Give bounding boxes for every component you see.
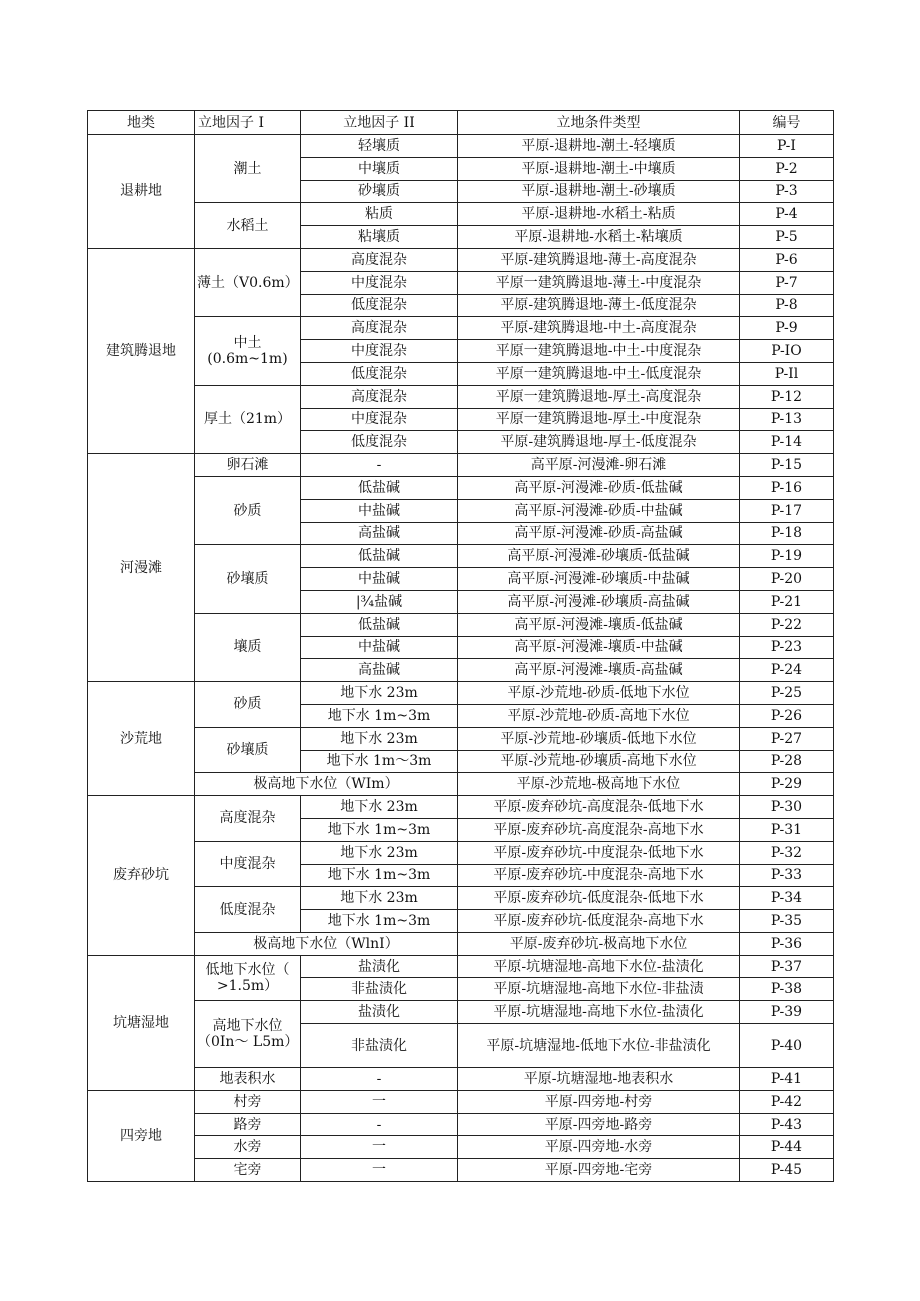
condition-type-cell: 平原-坑塘湿地-高地下水位-盐渍化 bbox=[458, 1001, 740, 1024]
factor-1-cell: 村旁 bbox=[195, 1090, 301, 1113]
code-cell: P-44 bbox=[740, 1136, 834, 1159]
code-cell: P-42 bbox=[740, 1090, 834, 1113]
table-row bbox=[88, 545, 834, 568]
condition-type-cell: 平原-沙荒地-极高地下水位 bbox=[458, 773, 740, 796]
factor-2-cell: 地下水 23m bbox=[301, 841, 458, 864]
factor-1-cell: 砂质 bbox=[195, 682, 301, 728]
code-cell: P-IO bbox=[740, 340, 834, 363]
code-cell: P-24 bbox=[740, 659, 834, 682]
condition-type-cell: 高平原-河漫滩-砂质-高盐碱 bbox=[458, 522, 740, 545]
factor-1-cell: 路旁 bbox=[195, 1113, 301, 1136]
factor-1-cell: 中度混杂 bbox=[195, 841, 301, 887]
condition-type-cell: 高平原-河漫滩-壤质-中盐碱 bbox=[458, 636, 740, 659]
factor-1-cell: 地表积水 bbox=[195, 1068, 301, 1091]
land-type-cell: 退耕地 bbox=[88, 135, 195, 249]
header-land-type: 地类 bbox=[88, 111, 195, 135]
condition-type-cell: 平原-建筑腾退地-薄土-低度混杂 bbox=[458, 294, 740, 317]
factor-2-cell: 砂壤质 bbox=[301, 180, 458, 203]
factor-2-cell: 地下水 23m bbox=[301, 796, 458, 819]
table-row bbox=[88, 1001, 834, 1024]
condition-type-cell: 高平原-河漫滩-砂质-低盐碱 bbox=[458, 476, 740, 499]
table-row bbox=[88, 773, 834, 796]
factor-1-cell: 高度混杂 bbox=[195, 796, 301, 842]
code-cell: P-31 bbox=[740, 818, 834, 841]
condition-type-cell: 平原-沙荒地-砂壤质-高地下水位 bbox=[458, 750, 740, 773]
table-row bbox=[88, 1136, 834, 1159]
code-cell: P-27 bbox=[740, 727, 834, 750]
condition-type-cell: 高平原-河漫滩-砂壤质-低盐碱 bbox=[458, 545, 740, 568]
condition-type-cell: 平原-退耕地-水稻土-粘壤质 bbox=[458, 226, 740, 249]
factor-2-cell: 中度混杂 bbox=[301, 340, 458, 363]
factor-2-cell: 粘质 bbox=[301, 203, 458, 226]
land-type-cell: 四旁地 bbox=[88, 1090, 195, 1181]
code-cell: P-I bbox=[740, 135, 834, 158]
factor-2-cell: 粘壤质 bbox=[301, 226, 458, 249]
factor-1-cell: 水旁 bbox=[195, 1136, 301, 1159]
factor-2-cell: 一 bbox=[301, 1159, 458, 1182]
factor-1-cell: 宅旁 bbox=[195, 1159, 301, 1182]
factor-2-cell: 一 bbox=[301, 1136, 458, 1159]
code-cell: P-35 bbox=[740, 910, 834, 933]
condition-type-cell: 平原-废弃砂坑-高度混杂-高地下水 bbox=[458, 818, 740, 841]
factor-2-cell: 地下水 23m bbox=[301, 682, 458, 705]
factor-1-cell: 壤质 bbox=[195, 613, 301, 681]
code-cell: P-33 bbox=[740, 864, 834, 887]
table-row bbox=[88, 727, 834, 750]
land-type-cell: 建筑腾退地 bbox=[88, 248, 195, 453]
factor-1-cell: 薄土（V0.6m） bbox=[195, 248, 301, 316]
factor-2-cell: 地下水 1m~3m bbox=[301, 864, 458, 887]
condition-type-cell: 平原-四旁地-宅旁 bbox=[458, 1159, 740, 1182]
factor-2-cell: 中盐碱 bbox=[301, 568, 458, 591]
table-row bbox=[88, 841, 834, 864]
header-factor-1: 立地因子 I bbox=[195, 111, 301, 135]
condition-type-cell: 平原-退耕地-水稻土-粘质 bbox=[458, 203, 740, 226]
factor-2-cell: 非盐渍化 bbox=[301, 1024, 458, 1068]
condition-type-cell: 高平原-河漫滩-卵石滩 bbox=[458, 454, 740, 477]
header-factor-2: 立地因子 II bbox=[301, 111, 458, 135]
code-cell: P-36 bbox=[740, 932, 834, 955]
factor-2-cell: 低度混杂 bbox=[301, 362, 458, 385]
condition-type-cell: 平原-建筑腾退地-中土-高度混杂 bbox=[458, 317, 740, 340]
factor-2-cell: 低度混杂 bbox=[301, 294, 458, 317]
factor-2-cell: - bbox=[301, 1113, 458, 1136]
code-cell: P-21 bbox=[740, 590, 834, 613]
condition-type-cell: 平原-废弃砂坑-中度混杂-高地下水 bbox=[458, 864, 740, 887]
code-cell: P-28 bbox=[740, 750, 834, 773]
code-cell: P-38 bbox=[740, 978, 834, 1001]
condition-type-cell: 平原-坑塘湿地-高地下水位-盐渍化 bbox=[458, 955, 740, 978]
code-cell: P-15 bbox=[740, 454, 834, 477]
condition-type-cell: 平原-建筑腾退地-薄土-高度混杂 bbox=[458, 248, 740, 271]
factor-2-cell: 中度混杂 bbox=[301, 271, 458, 294]
table-row bbox=[88, 613, 834, 636]
condition-type-cell: 高平原-河漫滩-壤质-低盐碱 bbox=[458, 613, 740, 636]
code-cell: P-8 bbox=[740, 294, 834, 317]
factor-2-cell: 中壤质 bbox=[301, 157, 458, 180]
factor-1-cell: 低度混杂 bbox=[195, 887, 301, 933]
code-cell: P-45 bbox=[740, 1159, 834, 1182]
factor-2-cell: 高盐碱 bbox=[301, 659, 458, 682]
factor-2-cell: 高盐碱 bbox=[301, 522, 458, 545]
code-cell: P-18 bbox=[740, 522, 834, 545]
code-cell: P-3 bbox=[740, 180, 834, 203]
table-row bbox=[88, 955, 834, 978]
code-cell: P-6 bbox=[740, 248, 834, 271]
code-cell: P-13 bbox=[740, 408, 834, 431]
factor-2-cell: 地下水 1m~3m bbox=[301, 704, 458, 727]
condition-type-cell: 平原-四旁地-水旁 bbox=[458, 1136, 740, 1159]
factor-2-cell: 地下水 1m～3m bbox=[301, 750, 458, 773]
code-cell: P-Il bbox=[740, 362, 834, 385]
factor-1-cell: 高地下水位 （0In～ L5m） bbox=[195, 1001, 301, 1068]
code-cell: P-16 bbox=[740, 476, 834, 499]
condition-type-cell: 平原-废弃砂坑-低度混杂-高地下水 bbox=[458, 910, 740, 933]
factor-2-cell: 低盐碱 bbox=[301, 545, 458, 568]
factor-2-cell: 一 bbox=[301, 1090, 458, 1113]
factor-1-cell: 卵石滩 bbox=[195, 454, 301, 477]
table-row bbox=[88, 682, 834, 705]
factor-1-cell: 极高地下水位（WIm） bbox=[195, 773, 458, 796]
condition-type-cell: 高平原-河漫滩-砂壤质-高盐碱 bbox=[458, 590, 740, 613]
code-cell: P-29 bbox=[740, 773, 834, 796]
condition-type-cell: 平原-沙荒地-砂壤质-低地下水位 bbox=[458, 727, 740, 750]
code-cell: P-40 bbox=[740, 1024, 834, 1068]
code-cell: P-9 bbox=[740, 317, 834, 340]
factor-2-cell: 盐渍化 bbox=[301, 955, 458, 978]
code-cell: P-2 bbox=[740, 157, 834, 180]
table-row bbox=[88, 385, 834, 408]
factor-1-cell: 水稻土 bbox=[195, 203, 301, 249]
factor-2-cell: 中盐碱 bbox=[301, 636, 458, 659]
factor-2-cell: 地下水 23m bbox=[301, 887, 458, 910]
condition-type-cell: 高平原-河漫滩-壤质-高盐碱 bbox=[458, 659, 740, 682]
condition-type-cell: 平原-退耕地-潮土-砂壤质 bbox=[458, 180, 740, 203]
factor-2-cell: |¾盐碱 bbox=[301, 590, 458, 613]
table-row bbox=[88, 454, 834, 477]
factor-2-cell: 高度混杂 bbox=[301, 317, 458, 340]
factor-2-cell: 高度混杂 bbox=[301, 248, 458, 271]
code-cell: P-4 bbox=[740, 203, 834, 226]
condition-type-cell: 平原-沙荒地-砂质-低地下水位 bbox=[458, 682, 740, 705]
table-row bbox=[88, 1068, 834, 1091]
factor-2-cell: 低度混杂 bbox=[301, 431, 458, 454]
code-cell: P-22 bbox=[740, 613, 834, 636]
factor-2-cell: - bbox=[301, 1068, 458, 1091]
factor-2-cell: 低盐碱 bbox=[301, 476, 458, 499]
header-condition-type: 立地条件类型 bbox=[458, 111, 740, 135]
factor-2-cell: 中盐碱 bbox=[301, 499, 458, 522]
code-cell: P-37 bbox=[740, 955, 834, 978]
condition-type-cell: 平原一建筑腾退地-厚土-高度混杂 bbox=[458, 385, 740, 408]
code-cell: P-30 bbox=[740, 796, 834, 819]
code-cell: P-20 bbox=[740, 568, 834, 591]
condition-type-cell: 平原-坑塘湿地-地表积水 bbox=[458, 1068, 740, 1091]
code-cell: P-32 bbox=[740, 841, 834, 864]
table-row bbox=[88, 248, 834, 271]
table-row bbox=[88, 932, 834, 955]
table-row bbox=[88, 476, 834, 499]
factor-2-cell: 高度混杂 bbox=[301, 385, 458, 408]
factor-1-cell: 砂质 bbox=[195, 476, 301, 544]
condition-type-cell: 高平原-河漫滩-砂壤质-中盐碱 bbox=[458, 568, 740, 591]
condition-type-cell: 平原-坑塘湿地-高地下水位-非盐渍 bbox=[458, 978, 740, 1001]
condition-type-cell: 平原-废弃砂坑-高度混杂-低地下水 bbox=[458, 796, 740, 819]
condition-type-cell: 平原-退耕地-潮土-轻壤质 bbox=[458, 135, 740, 158]
table-body bbox=[88, 135, 834, 1182]
factor-1-cell: 砂壤质 bbox=[195, 727, 301, 773]
land-type-cell: 河漫滩 bbox=[88, 454, 195, 682]
table-row bbox=[88, 317, 834, 340]
factor-2-cell: - bbox=[301, 454, 458, 477]
condition-type-cell: 平原-废弃砂坑-低度混杂-低地下水 bbox=[458, 887, 740, 910]
table-row bbox=[88, 135, 834, 158]
table-row bbox=[88, 203, 834, 226]
table-row bbox=[88, 1159, 834, 1182]
factor-1-cell: 低地下水位（ >1.5m） bbox=[195, 955, 301, 1001]
site-condition-table bbox=[87, 110, 834, 1182]
header-code: 编号 bbox=[740, 111, 834, 135]
condition-type-cell: 平原-建筑腾退地-厚土-低度混杂 bbox=[458, 431, 740, 454]
table-row bbox=[88, 1090, 834, 1113]
header-row bbox=[88, 111, 834, 135]
factor-1-cell: 砂壤质 bbox=[195, 545, 301, 613]
condition-type-cell: 平原-退耕地-潮土-中壤质 bbox=[458, 157, 740, 180]
land-type-cell: 坑塘湿地 bbox=[88, 955, 195, 1090]
condition-type-cell: 平原-四旁地-村旁 bbox=[458, 1090, 740, 1113]
condition-type-cell: 高平原-河漫滩-砂质-中盐碱 bbox=[458, 499, 740, 522]
factor-1-cell: 潮土 bbox=[195, 135, 301, 203]
table-row bbox=[88, 796, 834, 819]
condition-type-cell: 平原-沙荒地-砂质-高地下水位 bbox=[458, 704, 740, 727]
code-cell: P-19 bbox=[740, 545, 834, 568]
code-cell: P-34 bbox=[740, 887, 834, 910]
condition-type-cell: 平原-坑塘湿地-低地下水位-非盐渍化 bbox=[458, 1024, 740, 1068]
factor-2-cell: 地下水 1m~3m bbox=[301, 910, 458, 933]
code-cell: P-17 bbox=[740, 499, 834, 522]
code-cell: P-23 bbox=[740, 636, 834, 659]
factor-2-cell: 盐渍化 bbox=[301, 1001, 458, 1024]
code-cell: P-12 bbox=[740, 385, 834, 408]
code-cell: P-39 bbox=[740, 1001, 834, 1024]
condition-type-cell: 平原一建筑腾退地-中土-中度混杂 bbox=[458, 340, 740, 363]
land-type-cell: 沙荒地 bbox=[88, 682, 195, 796]
factor-2-cell: 中度混杂 bbox=[301, 408, 458, 431]
code-cell: P-43 bbox=[740, 1113, 834, 1136]
factor-1-cell: 厚土（21m） bbox=[195, 385, 301, 453]
condition-type-cell: 平原一建筑腾退地-厚土-中度混杂 bbox=[458, 408, 740, 431]
code-cell: P-41 bbox=[740, 1068, 834, 1091]
factor-2-cell: 非盐渍化 bbox=[301, 978, 458, 1001]
table-row bbox=[88, 887, 834, 910]
land-type-cell: 废弃砂坑 bbox=[88, 796, 195, 956]
factor-2-cell: 地下水 1m~3m bbox=[301, 818, 458, 841]
factor-2-cell: 轻壤质 bbox=[301, 135, 458, 158]
code-cell: P-14 bbox=[740, 431, 834, 454]
condition-type-cell: 平原一建筑腾退地-薄土-中度混杂 bbox=[458, 271, 740, 294]
code-cell: P-25 bbox=[740, 682, 834, 705]
condition-type-cell: 平原一建筑腾退地-中土-低度混杂 bbox=[458, 362, 740, 385]
condition-type-cell: 平原-废弃砂坑-中度混杂-低地下水 bbox=[458, 841, 740, 864]
condition-type-cell: 平原-四旁地-路旁 bbox=[458, 1113, 740, 1136]
factor-1-cell: 极高地下水位（WlnI） bbox=[195, 932, 458, 955]
factor-1-cell: 中土 (0.6m~1m) bbox=[195, 317, 301, 385]
factor-2-cell: 低盐碱 bbox=[301, 613, 458, 636]
table-row bbox=[88, 1113, 834, 1136]
code-cell: P-7 bbox=[740, 271, 834, 294]
factor-2-cell: 地下水 23m bbox=[301, 727, 458, 750]
code-cell: P-5 bbox=[740, 226, 834, 249]
code-cell: P-26 bbox=[740, 704, 834, 727]
condition-type-cell: 平原-废弃砂坑-极高地下水位 bbox=[458, 932, 740, 955]
